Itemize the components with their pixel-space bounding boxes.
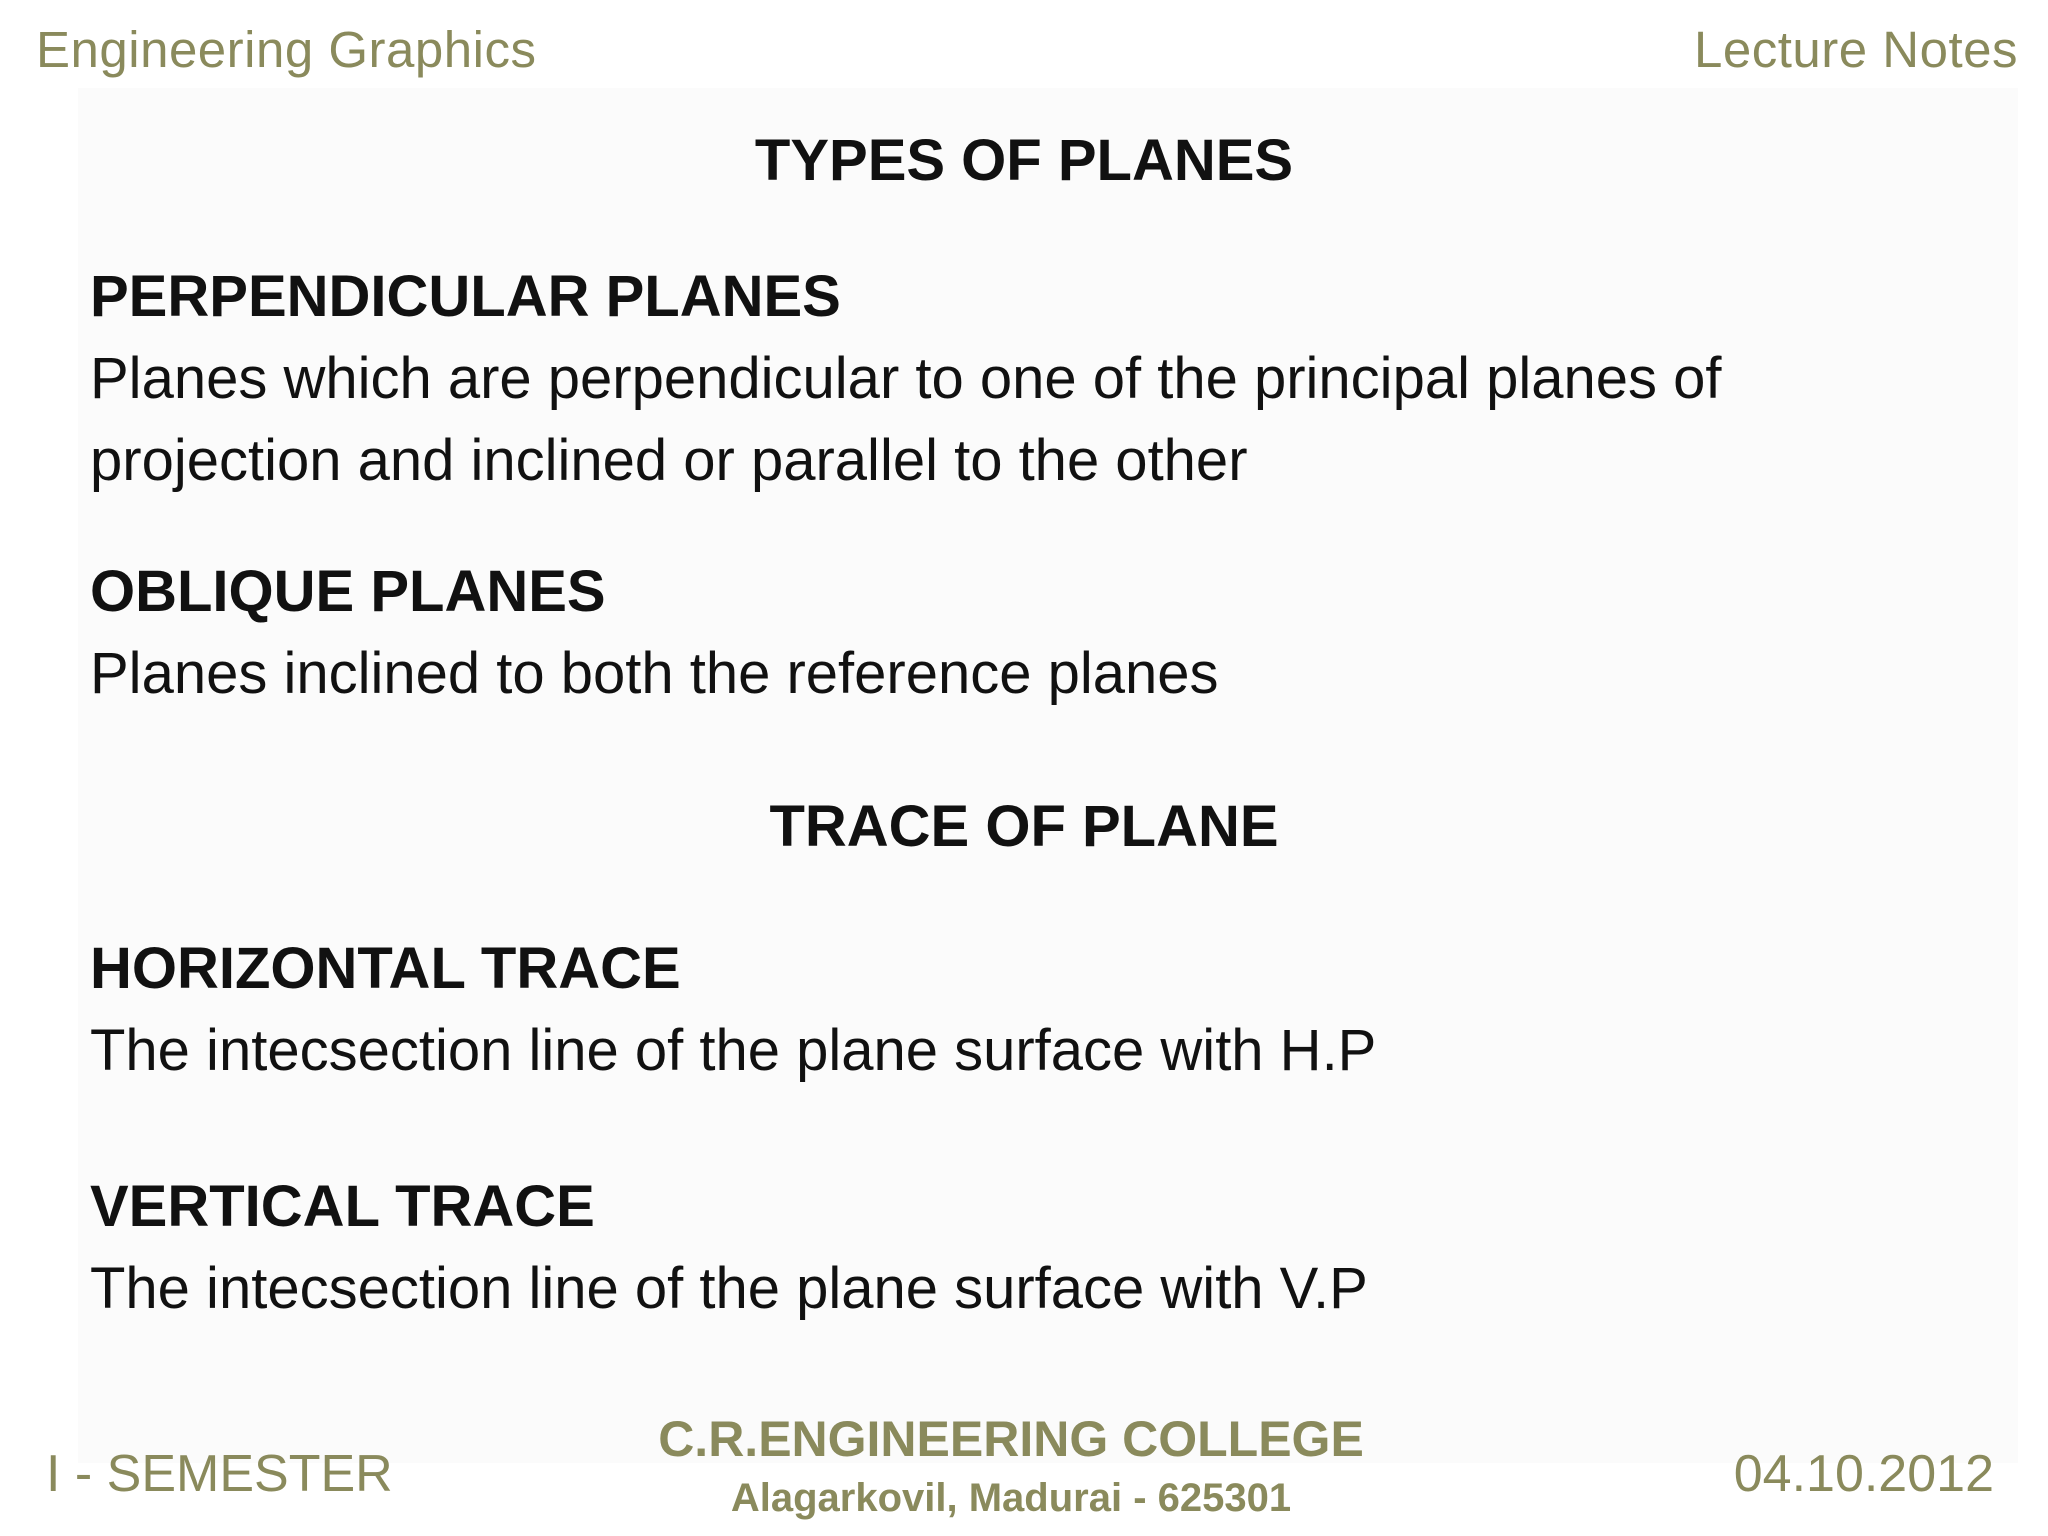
document-type: Lecture Notes [1693, 21, 2018, 78]
definition-oblique-planes [90, 633, 1219, 715]
definition-line: The intecsection line of the plane surface with V.P [90, 1256, 1368, 1321]
heading-vertical-trace: VERTICAL TRACE [90, 1174, 595, 1239]
lecture-date: 04.10.2012 [1733, 1445, 1994, 1503]
college-block [0, 1408, 2022, 1526]
section-title-types-of-planes: TYPES OF PLANES [754, 128, 1294, 193]
heading-horizontal-trace: HORIZONTAL TRACE [90, 936, 681, 1001]
college-address: Alagarkovil, Madurai - 625301 [730, 1476, 1292, 1520]
definition-line: projection and inclined or parallel to the other [90, 428, 1248, 493]
semester-label: I - SEMESTER [46, 1445, 393, 1503]
definition-horizontal-trace [90, 1010, 1376, 1092]
definition-line: Planes which are perpendicular to one of the principal planes of [90, 346, 1722, 411]
heading-oblique-planes: OBLIQUE PLANES [90, 559, 606, 624]
definition-perpendicular-planes [90, 338, 1721, 502]
definition-vertical-trace [90, 1248, 1368, 1330]
college-name: C.R.ENGINEERING COLLEGE [658, 1411, 1364, 1467]
definition-line: Planes inclined to both the reference planes [90, 641, 1219, 706]
definition-line: The intecsection line of the plane surface with H.P [90, 1018, 1377, 1083]
section-title-trace-of-plane: TRACE OF PLANE [769, 794, 1279, 859]
heading-perpendicular-planes: PERPENDICULAR PLANES [90, 264, 841, 329]
course-title: Engineering Graphics [36, 21, 537, 78]
